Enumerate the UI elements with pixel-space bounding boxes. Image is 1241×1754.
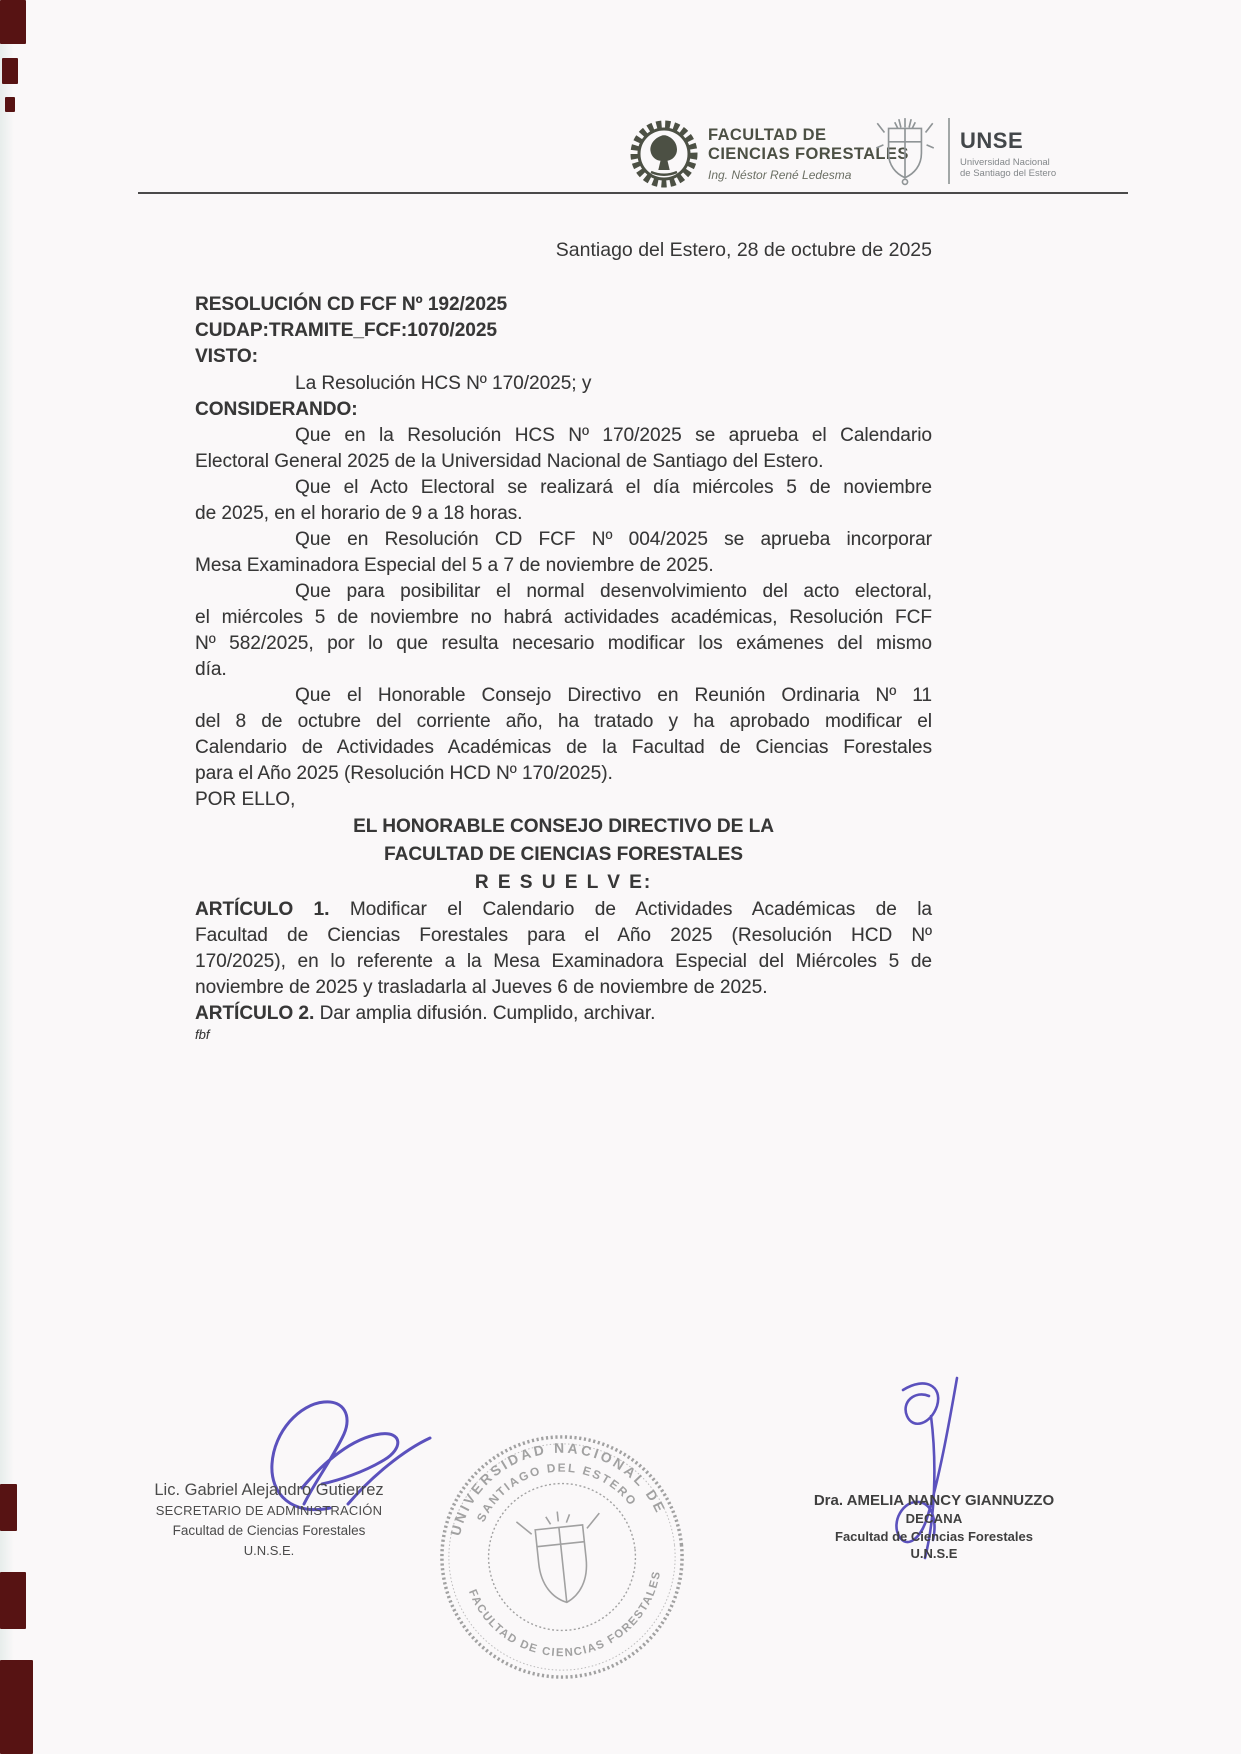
text-line: para el Año 2025 (Resolución HCD Nº 170/2025). [195, 763, 613, 784]
text-line: el miércoles 5 de noviembre no habrá actividades académicas, Resolución FCF [195, 607, 932, 628]
header-rule [138, 192, 1128, 194]
official-stamp [420, 1415, 704, 1699]
article-2-text: Dar amplia difusión. Cumplido, archivar. [319, 1003, 656, 1024]
text-line: Electoral General 2025 de la Universidad Nacional de Santiago del Estero. [195, 451, 824, 472]
signature-block-dean [795, 1491, 1073, 1563]
text-line: Que para posibilitar el normal desenvolvimiento del acto electoral, [295, 581, 932, 602]
unse-fullname-line1: Universidad Nacional [960, 157, 1050, 168]
text-line: Que el Acto Electoral se realizará el día miércoles 5 de noviembre [295, 477, 932, 498]
considerando-label: CONSIDERANDO: [195, 399, 358, 420]
paragraph [195, 683, 932, 787]
article-1-text: Modificar el Calendario de Actividades Académicas de la [349, 899, 932, 920]
resolution-number: RESOLUCIÓN CD FCF Nº 192/2025 [195, 294, 508, 315]
text-line: Nº 582/2025, por lo que resulta necesario modificar los exámenes del mismo [195, 633, 932, 654]
dean-org: Facultad de Ciencias Forestales [835, 1528, 1033, 1544]
paragraph [195, 527, 932, 579]
stamp-crest-icon [516, 1507, 608, 1607]
text-line: Que en Resolución CD FCF Nº 004/2025 se aprueba incorporar [295, 529, 932, 550]
resuelve-heading-line: FACULTAD DE CIENCIAS FORESTALES [384, 844, 743, 865]
faculty-name-line2: CIENCIAS FORESTALES [708, 145, 909, 163]
visto-text: La Resolución HCS Nº 170/2025; y [295, 373, 592, 394]
scan-artifact [0, 1660, 33, 1754]
secretary-name: Lic. Gabriel Alejandro Gutierrez [154, 1481, 384, 1499]
text-line: noviembre de 2025 y trasladarla al Jueves 6 de noviembre de 2025. [195, 977, 768, 998]
resuelve-heading-line: R E S U E L V E: [474, 872, 653, 893]
text-line: Facultad de Ciencias Forestales para el Año 2025 (Resolución HCD Nº [195, 925, 932, 946]
typist-initials: fbf [195, 1027, 210, 1042]
text-line: del 8 de octubre del corriente año, ha tratado y ha aprobado modificar el [195, 711, 932, 732]
secretary-org: Facultad de Ciencias Forestales [172, 1523, 366, 1538]
resuelve-heading [195, 813, 932, 897]
paragraph [195, 423, 932, 475]
unse-acronym: UNSE [960, 128, 1024, 153]
document-body [195, 292, 932, 1042]
stamp-text-inner: SANTIAGO DEL ESTERO [473, 1460, 641, 1525]
cudap-number: CUDAP:TRAMITE_FCF:1070/2025 [195, 320, 497, 341]
secretary-university: U.N.S.E. [243, 1543, 295, 1558]
svg-text:FACULTAD DE CIENCIAS FORESTALE [466, 1568, 672, 1669]
stamp-text-bottom: FACULTAD DE CIENCIAS FORESTALES [466, 1569, 664, 1660]
dean-name: Dra. AMELIA NANCY GIANNUZZO [813, 1492, 1055, 1509]
scan-artifact [0, 1572, 26, 1629]
paragraph [195, 579, 932, 683]
article-1 [195, 897, 932, 1001]
article-2 [195, 1001, 932, 1027]
resuelve-heading-line: EL HONORABLE CONSEJO DIRECTIVO DE LA [353, 816, 774, 837]
scan-artifact [2, 58, 18, 84]
text-line: 170/2025), en lo referente a la Mesa Examinadora Especial del Miércoles 5 de [195, 951, 932, 972]
por-ello: POR ELLO, [195, 789, 296, 810]
unse-fullname-line2: de Santiago del Estero [960, 168, 1057, 179]
article-1-label: ARTÍCULO 1. [195, 899, 330, 920]
visto-label: VISTO: [195, 346, 258, 367]
text-line: Calendario de Actividades Académicas de la Facultad de Ciencias Forestales [195, 737, 932, 758]
scan-artifact [5, 97, 15, 112]
stamp-text-outer: UNIVERSIDAD NACIONAL DE [447, 1439, 670, 1538]
faculty-logo-icon [628, 118, 700, 190]
text-line [195, 897, 932, 923]
text-line: Mesa Examinadora Especial del 5 a 7 de noviembre de 2025. [195, 555, 714, 576]
faculty-name-line1: FACULTAD DE [708, 126, 827, 144]
text-line: Que en la Resolución HCS Nº 170/2025 se aprueba el Calendario [295, 425, 932, 446]
scan-artifact [0, 0, 26, 44]
dean-title: DECANA [905, 1511, 963, 1526]
text-line: día. [195, 659, 227, 680]
header-divider [948, 118, 950, 184]
unse-crest-icon [874, 112, 936, 188]
unse-wordmark [960, 128, 1056, 179]
unse-fullname [960, 157, 1056, 179]
text-line: Que el Honorable Consejo Directivo en Reunión Ordinaria Nº 11 [295, 685, 932, 706]
paragraph [195, 475, 932, 527]
dean-university: U.N.S.E [910, 1546, 958, 1561]
text-line: de 2025, en el horario de 9 a 18 horas. [195, 503, 523, 524]
signature-block-secretary [133, 1479, 405, 1561]
scan-artifact [0, 1484, 17, 1531]
faculty-subtitle: Ing. Néstor René Ledesma [708, 168, 852, 182]
secretary-title: SECRETARIO DE ADMINISTRACIÓN [155, 1503, 383, 1518]
date-line: Santiago del Estero, 28 de octubre de 2025 [555, 239, 932, 261]
article-2-label: ARTÍCULO 2. [195, 1003, 315, 1024]
